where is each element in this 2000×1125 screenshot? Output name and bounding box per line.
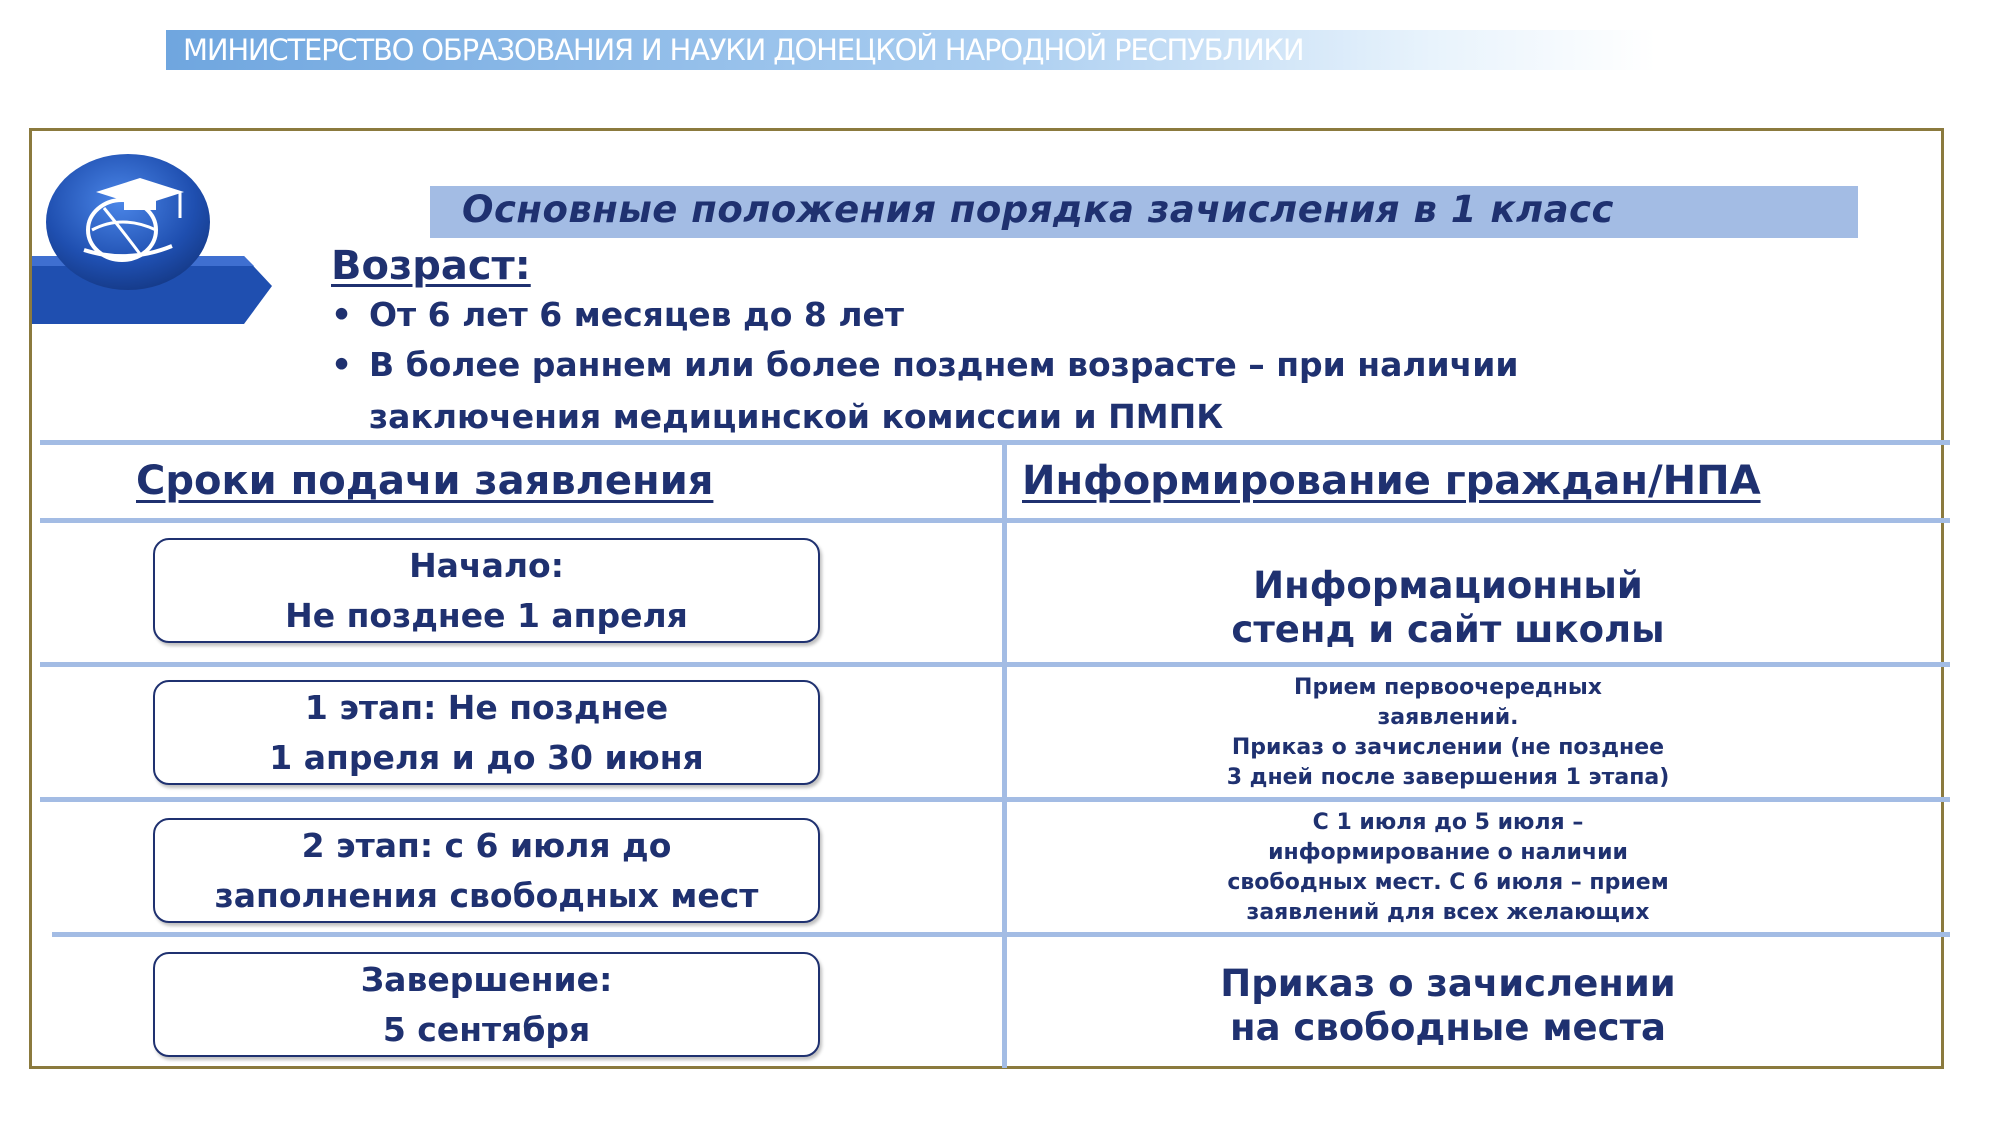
stage-line-2: 5 сентября — [382, 1009, 591, 1049]
bullet-dot: • — [331, 295, 353, 334]
stage-box-stage-1 — [153, 680, 820, 785]
info-cell-stage-1 — [1008, 673, 1888, 793]
info-line: Приказ о зачислении — [1220, 962, 1676, 1005]
info-line: заявлений для всех желающих — [1246, 900, 1650, 925]
stage-box-stage-2 — [153, 818, 820, 923]
info-line: С 1 июля до 5 июля – — [1312, 810, 1584, 835]
age-bullet-1 — [331, 295, 904, 334]
stage-box-end — [153, 952, 820, 1057]
stage-line-1: 1 этап: Не позднее — [304, 687, 669, 727]
stage-line-2: Не позднее 1 апреля — [285, 595, 688, 635]
stage-box-start — [153, 538, 820, 643]
row-divider — [40, 662, 1950, 667]
row-divider — [40, 797, 1950, 802]
informing-heading: Информирование граждан/НПА — [1022, 458, 1761, 504]
info-line: заявлений. — [1377, 705, 1519, 730]
header-divider — [40, 518, 1950, 523]
stage-line-1: Завершение: — [360, 959, 613, 999]
age-bullet-2-continuation: заключения медицинской комиссии и ПМПК — [369, 397, 1224, 436]
info-line: свободных мест. С 6 июля – прием — [1227, 870, 1669, 895]
age-bullet-2 — [331, 345, 1519, 384]
globe-graduation-cap-icon — [44, 152, 212, 292]
info-line: Приказ о зачислении (не позднее — [1231, 735, 1665, 760]
info-cell-stage-2 — [1008, 808, 1888, 928]
age-bullet-2-text: В более раннем или более позднем возрасте – при наличии — [369, 345, 1519, 384]
stage-line-1: Начало: — [409, 545, 564, 585]
info-line: стенд и сайт школы — [1231, 608, 1665, 651]
deadlines-heading: Сроки подачи заявления — [136, 458, 714, 504]
stage-line-1: 2 этап: с 6 июля до — [301, 825, 672, 865]
ministry-title: МИНИСТЕРСТВО ОБРАЗОВАНИЯ И НАУКИ ДОНЕЦКОЙ НАРОДНОЙ РЕСПУБЛИКИ — [183, 33, 1304, 67]
table-top-divider — [40, 440, 1950, 445]
info-line: Прием первоочередных — [1294, 675, 1602, 700]
info-line: 3 дней после завершения 1 этапа) — [1226, 765, 1670, 790]
stage-line-2: заполнения свободных мест — [214, 875, 759, 915]
age-heading: Возраст: — [331, 243, 531, 289]
info-line: информирование о наличии — [1268, 840, 1628, 865]
bullet-dot: • — [331, 345, 353, 384]
info-cell-end — [1008, 962, 1888, 1050]
info-line: Информационный — [1253, 564, 1643, 607]
stage-line-2: 1 апреля и до 30 июня — [269, 737, 704, 777]
slide-title: Основные положения порядка зачисления в 1 класс — [462, 188, 1614, 231]
row-divider — [52, 932, 1950, 937]
info-cell-start — [1008, 564, 1888, 652]
column-divider — [1002, 440, 1007, 1068]
age-bullet-1-text: От 6 лет 6 месяцев до 8 лет — [369, 295, 904, 334]
info-line: на свободные места — [1230, 1006, 1666, 1049]
